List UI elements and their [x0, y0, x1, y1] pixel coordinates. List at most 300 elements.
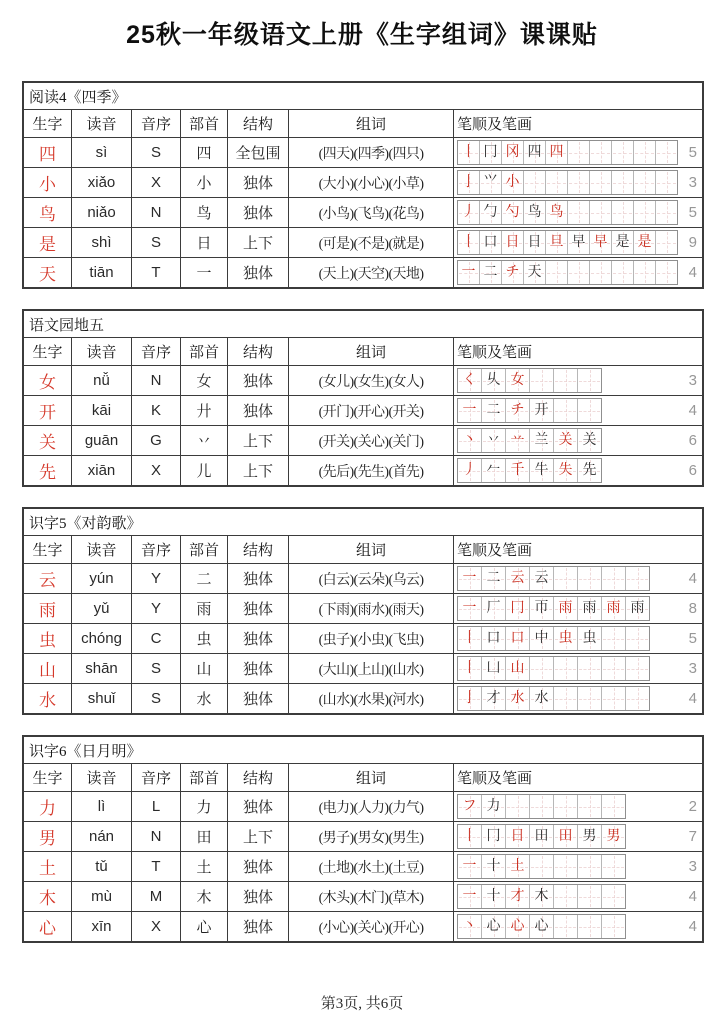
char-cell: 力	[24, 792, 72, 821]
words-cell: (下雨)(雨水)(雨天)	[289, 594, 454, 623]
words-cell: (女儿)(女生)(女人)	[289, 366, 454, 395]
char-cell: 关	[24, 426, 72, 455]
initial-cell: Y	[132, 564, 181, 593]
stroke-step-glyph: 虫	[582, 630, 597, 646]
structure-cell: 上下	[228, 822, 289, 851]
section-title: 语文园地五	[24, 311, 702, 338]
pinyin-cell: tiān	[72, 258, 132, 287]
stroke-grid-square	[602, 885, 625, 908]
stroke-grid-square	[578, 657, 602, 680]
stroke-grid-square	[554, 885, 578, 908]
stroke-grid-square	[480, 141, 502, 164]
stroke-practice-grid	[457, 230, 678, 255]
stroke-order-cell	[454, 564, 702, 593]
stroke-step-glyph: 凵	[486, 660, 501, 676]
stroke-practice-grid	[457, 368, 602, 393]
stroke-grid-square	[506, 825, 530, 848]
stroke-practice-grid	[457, 140, 678, 165]
stroke-practice-grid	[457, 884, 626, 909]
words-cell: (木头)(木门)(草木)	[289, 882, 454, 911]
stroke-step-glyph: 兰	[534, 432, 549, 448]
stroke-step-glyph: 田	[534, 828, 549, 844]
stroke-grid-square	[458, 567, 482, 590]
stroke-step-glyph: 虫	[558, 630, 573, 646]
stroke-grid-square	[554, 687, 578, 710]
stroke-step-glyph: 山	[510, 660, 525, 676]
stroke-practice-grid	[457, 914, 626, 939]
structure-cell: 独体	[228, 684, 289, 713]
stroke-step-glyph: 厂	[486, 600, 501, 616]
stroke-grid-square	[546, 201, 568, 224]
stroke-step-glyph: 先	[582, 462, 597, 478]
words-cell: (大小)(小心)(小草)	[289, 168, 454, 197]
structure-cell: 独体	[228, 366, 289, 395]
stroke-count: 5	[688, 144, 697, 161]
stroke-step-glyph: 雨	[630, 600, 645, 616]
stroke-grid-square	[482, 855, 506, 878]
stroke-grid-square	[480, 171, 502, 194]
structure-cell: 独体	[228, 198, 289, 227]
stroke-grid-square	[578, 687, 602, 710]
stroke-grid-square	[458, 429, 482, 452]
stroke-step-glyph: チ	[505, 264, 520, 280]
stroke-grid-square	[634, 141, 656, 164]
stroke-step-glyph: 男	[582, 828, 597, 844]
char-cell: 雨	[24, 594, 72, 623]
radical-cell: 力	[181, 792, 228, 821]
stroke-step-glyph: 才	[486, 690, 501, 706]
stroke-grid-square	[482, 885, 506, 908]
table-row	[24, 396, 702, 426]
stroke-grid-square	[482, 825, 506, 848]
structure-cell: 独体	[228, 624, 289, 653]
stroke-order-cell	[454, 624, 702, 653]
initial-cell: S	[132, 228, 181, 257]
stroke-step-glyph: 中	[534, 630, 549, 646]
structure-column-header: 结构	[228, 110, 289, 137]
stroke-step-glyph: 四	[549, 144, 564, 160]
stroke-order-cell	[454, 456, 702, 485]
stroke-grid-square	[554, 459, 578, 482]
char-cell: 水	[24, 684, 72, 713]
radical-cell: 水	[181, 684, 228, 713]
stroke-grid-square	[458, 201, 480, 224]
structure-cell: 上下	[228, 228, 289, 257]
stroke-step-glyph: 日	[527, 234, 542, 250]
stroke-order-cell	[454, 366, 702, 395]
radical-column-header: 部首	[181, 764, 228, 791]
stroke-count: 7	[688, 828, 697, 845]
words-cell: (开关)(关心)(关门)	[289, 426, 454, 455]
initial-cell: T	[132, 258, 181, 287]
stroke-grid-square	[530, 795, 554, 818]
stroke-grid-square	[568, 141, 590, 164]
initial-cell: X	[132, 912, 181, 941]
words-cell: (大山)(上山)(山水)	[289, 654, 454, 683]
stroke-grid-square	[506, 399, 530, 422]
stroke-grid-square	[626, 657, 649, 680]
char-cell: 土	[24, 852, 72, 881]
stroke-grid-square	[530, 657, 554, 680]
stroke-step-glyph: 是	[637, 234, 652, 250]
stroke-count: 3	[688, 372, 697, 389]
stroke-grid-square	[554, 915, 578, 938]
stroke-grid-square	[554, 657, 578, 680]
stroke-step-glyph: 关	[582, 432, 597, 448]
pinyin-cell: tǔ	[72, 852, 132, 881]
words-cell: (四天)(四季)(四只)	[289, 138, 454, 167]
radical-cell: 心	[181, 912, 228, 941]
stroke-grid-square	[480, 261, 502, 284]
structure-cell: 独体	[228, 792, 289, 821]
stroke-practice-grid	[457, 428, 602, 453]
stroke-grid-square	[458, 687, 482, 710]
stroke-grid-square	[530, 687, 554, 710]
stroke-grid-square	[482, 429, 506, 452]
stroke-step-glyph: 勺	[505, 204, 520, 220]
stroke-grid-square	[530, 627, 554, 650]
stroke-count: 2	[688, 798, 697, 815]
table-row	[24, 912, 702, 941]
stroke-step-glyph: 水	[510, 690, 525, 706]
stroke-step-glyph: 一	[462, 888, 477, 904]
pinyin-cell: sì	[72, 138, 132, 167]
char-cell: 山	[24, 654, 72, 683]
table-row	[24, 624, 702, 654]
stroke-grid-square	[554, 567, 578, 590]
stroke-count: 5	[688, 204, 697, 221]
stroke-step-glyph: 丷	[486, 432, 501, 448]
stroke-count: 3	[688, 858, 697, 875]
stroke-grid-square	[524, 201, 546, 224]
stroke-grid-square	[554, 627, 578, 650]
stroke-grid-square	[656, 201, 677, 224]
stroke-grid-square	[524, 171, 546, 194]
initial-cell: T	[132, 852, 181, 881]
stroke-grid-square	[502, 231, 524, 254]
strokes-column-header: 笔顺及笔画	[457, 117, 533, 133]
stroke-grid-square	[578, 429, 601, 452]
stroke-grid-square	[530, 459, 554, 482]
stroke-step-glyph: 雨	[582, 600, 597, 616]
stroke-step-glyph: 帀	[534, 600, 549, 616]
stroke-grid-square	[506, 885, 530, 908]
pinyin-cell: nǚ	[72, 366, 132, 395]
stroke-count: 4	[688, 918, 697, 935]
stroke-step-glyph: 十	[486, 888, 501, 904]
char-column-header: 生字	[24, 110, 72, 137]
stroke-step-glyph: ⺍	[483, 174, 498, 190]
stroke-step-glyph: 丨	[462, 828, 477, 844]
initial-column-header: 音序	[132, 536, 181, 563]
stroke-grid-square	[502, 171, 524, 194]
stroke-grid-square	[530, 597, 554, 620]
char-cell: 男	[24, 822, 72, 851]
stroke-grid-square	[602, 915, 625, 938]
stroke-grid-square	[578, 885, 602, 908]
stroke-step-glyph: 鸟	[527, 204, 542, 220]
radical-cell: 四	[181, 138, 228, 167]
table-header-row	[24, 536, 702, 564]
stroke-grid-square	[602, 687, 626, 710]
stroke-grid-square	[480, 231, 502, 254]
words-cell: (开门)(开心)(开关)	[289, 396, 454, 425]
stroke-grid-square	[590, 171, 612, 194]
pinyin-cell: xiān	[72, 456, 132, 485]
stroke-grid-square	[482, 597, 506, 620]
stroke-grid-square	[506, 369, 530, 392]
pinyin-cell: shuǐ	[72, 684, 132, 713]
stroke-grid-square	[506, 915, 530, 938]
stroke-grid-square	[634, 201, 656, 224]
stroke-step-glyph: 口	[486, 630, 501, 646]
table-row	[24, 882, 702, 912]
stroke-practice-grid	[457, 686, 650, 711]
structure-cell: 上下	[228, 426, 289, 455]
stroke-grid-square	[506, 795, 530, 818]
pinyin-column-header: 读音	[72, 764, 132, 791]
words-cell: (山水)(水果)(河水)	[289, 684, 454, 713]
stroke-step-glyph: 勹	[483, 204, 498, 220]
stroke-grid-square	[590, 201, 612, 224]
stroke-grid-square	[502, 261, 524, 284]
table-header-row	[24, 338, 702, 366]
structure-cell: 独体	[228, 258, 289, 287]
radical-cell: 二	[181, 564, 228, 593]
stroke-count: 4	[688, 690, 697, 707]
stroke-grid-square	[578, 459, 601, 482]
stroke-step-glyph: 土	[510, 858, 525, 874]
stroke-step-glyph: 冈	[505, 144, 520, 160]
radical-cell: 虫	[181, 624, 228, 653]
structure-cell: 全包围	[228, 138, 289, 167]
char-cell: 天	[24, 258, 72, 287]
stroke-grid-square	[612, 231, 634, 254]
table-row	[24, 228, 702, 258]
stroke-grid-square	[524, 261, 546, 284]
stroke-grid-square	[546, 171, 568, 194]
words-cell: (先后)(先生)(首先)	[289, 456, 454, 485]
stroke-step-glyph: く	[462, 372, 477, 388]
stroke-grid-square	[482, 915, 506, 938]
stroke-grid-square	[458, 459, 482, 482]
stroke-grid-square	[568, 231, 590, 254]
stroke-step-glyph: 日	[510, 828, 525, 844]
worksheet-table	[22, 309, 704, 487]
initial-column-header: 音序	[132, 110, 181, 137]
pinyin-cell: yún	[72, 564, 132, 593]
table-row	[24, 564, 702, 594]
stroke-step-glyph: 早	[593, 234, 608, 250]
table-row	[24, 366, 702, 396]
stroke-grid-square	[482, 399, 506, 422]
table-row	[24, 258, 702, 287]
worksheet-tables	[22, 81, 704, 943]
stroke-grid-square	[506, 627, 530, 650]
stroke-grid-square	[482, 567, 506, 590]
stroke-grid-square	[506, 459, 530, 482]
stroke-grid-square	[458, 885, 482, 908]
stroke-grid-square	[506, 567, 530, 590]
stroke-grid-square	[578, 627, 602, 650]
char-column-header: 生字	[24, 338, 72, 365]
pinyin-cell: nán	[72, 822, 132, 851]
stroke-grid-square	[634, 231, 656, 254]
stroke-step-glyph: 一	[462, 858, 477, 874]
initial-cell: Y	[132, 594, 181, 623]
stroke-count: 4	[688, 888, 697, 905]
radical-cell: 丷	[181, 426, 228, 455]
initial-cell: K	[132, 396, 181, 425]
stroke-grid-square	[568, 261, 590, 284]
char-cell: 心	[24, 912, 72, 941]
stroke-practice-grid	[457, 458, 602, 483]
radical-cell: 鸟	[181, 198, 228, 227]
stroke-grid-square	[656, 231, 677, 254]
stroke-grid-square	[612, 171, 634, 194]
stroke-grid-square	[656, 261, 677, 284]
structure-cell: 独体	[228, 912, 289, 941]
stroke-grid-square	[458, 627, 482, 650]
stroke-grid-square	[612, 141, 634, 164]
table-header-row	[24, 110, 702, 138]
page-title: 25秋一年级语文上册《生字组词》课课贴	[126, 21, 598, 49]
stroke-grid-square	[578, 825, 602, 848]
stroke-step-glyph: 云	[510, 570, 525, 586]
strokes-column-header: 笔顺及笔画	[457, 345, 533, 361]
words-cell: (男子)(男女)(男生)	[289, 822, 454, 851]
stroke-grid-square	[578, 399, 601, 422]
stroke-step-glyph: 丿	[462, 462, 477, 478]
stroke-practice-grid	[457, 260, 678, 285]
stroke-grid-square	[602, 657, 626, 680]
stroke-practice-grid	[457, 398, 602, 423]
stroke-practice-grid	[457, 824, 626, 849]
stroke-grid-square	[602, 627, 626, 650]
stroke-order-cell	[454, 594, 702, 623]
stroke-grid-square	[626, 687, 649, 710]
stroke-step-glyph: 丨	[462, 660, 477, 676]
section-title: 识字6《日月明》	[24, 737, 702, 764]
stroke-step-glyph: 天	[527, 264, 542, 280]
stroke-grid-square	[506, 597, 530, 620]
stroke-grid-square	[554, 597, 578, 620]
pinyin-cell: shān	[72, 654, 132, 683]
words-cell: (可是)(不是)(就是)	[289, 228, 454, 257]
stroke-grid-square	[458, 171, 480, 194]
stroke-count: 9	[688, 234, 697, 251]
stroke-count: 3	[688, 660, 697, 677]
stroke-step-glyph: 亅	[461, 174, 476, 190]
char-cell: 女	[24, 366, 72, 395]
structure-cell: 上下	[228, 456, 289, 485]
stroke-grid-square	[530, 399, 554, 422]
initial-cell: X	[132, 168, 181, 197]
stroke-grid-square	[530, 855, 554, 878]
stroke-grid-square	[546, 141, 568, 164]
stroke-grid-square	[530, 885, 554, 908]
table-row	[24, 654, 702, 684]
stroke-grid-square	[578, 567, 602, 590]
stroke-step-glyph: 力	[486, 798, 501, 814]
stroke-grid-square	[530, 567, 554, 590]
stroke-grid-square	[506, 429, 530, 452]
stroke-step-glyph: 失	[558, 462, 573, 478]
words-column-header: 组词	[289, 764, 454, 791]
stroke-count: 8	[688, 600, 697, 617]
stroke-count: 5	[688, 630, 697, 647]
initial-column-header: 音序	[132, 764, 181, 791]
stroke-grid-square	[626, 627, 649, 650]
initial-cell: N	[132, 366, 181, 395]
stroke-grid-square	[626, 567, 649, 590]
pinyin-column-header: 读音	[72, 110, 132, 137]
radical-cell: 儿	[181, 456, 228, 485]
stroke-step-glyph: フ	[462, 798, 477, 814]
stroke-grid-square	[458, 825, 482, 848]
structure-cell: 独体	[228, 882, 289, 911]
stroke-grid-square	[602, 795, 625, 818]
structure-column-header: 结构	[228, 764, 289, 791]
char-cell: 先	[24, 456, 72, 485]
char-cell: 小	[24, 168, 72, 197]
strokes-column-header: 笔顺及笔画	[457, 543, 533, 559]
radical-column-header: 部首	[181, 110, 228, 137]
words-column-header: 组词	[289, 536, 454, 563]
radical-cell: 小	[181, 168, 228, 197]
char-cell: 是	[24, 228, 72, 257]
words-column-header: 组词	[289, 110, 454, 137]
stroke-grid-square	[612, 261, 634, 284]
stroke-step-glyph: 二	[486, 570, 501, 586]
stroke-grid-square	[554, 399, 578, 422]
stroke-step-glyph: 旦	[549, 234, 564, 250]
stroke-grid-square	[602, 567, 626, 590]
stroke-grid-square	[458, 915, 482, 938]
stroke-step-glyph: 一	[462, 600, 477, 616]
stroke-step-glyph: 口	[510, 630, 525, 646]
stroke-grid-square	[590, 231, 612, 254]
stroke-count: 6	[688, 462, 697, 479]
stroke-step-glyph: 一	[461, 264, 476, 280]
stroke-grid-square	[502, 141, 524, 164]
stroke-order-cell	[454, 822, 702, 851]
radical-column-header: 部首	[181, 536, 228, 563]
pinyin-cell: kāi	[72, 396, 132, 425]
stroke-step-glyph: 早	[571, 234, 586, 250]
stroke-step-glyph: 二	[486, 402, 501, 418]
char-column-header: 生字	[24, 764, 72, 791]
structure-cell: 独体	[228, 396, 289, 425]
stroke-grid-square	[656, 141, 677, 164]
stroke-grid-square	[506, 657, 530, 680]
stroke-practice-grid	[457, 200, 678, 225]
table-row	[24, 594, 702, 624]
radical-cell: 山	[181, 654, 228, 683]
stroke-step-glyph: 冂	[510, 600, 525, 616]
stroke-step-glyph: 开	[534, 402, 549, 418]
stroke-grid-square	[578, 597, 602, 620]
stroke-step-glyph: 田	[558, 828, 573, 844]
stroke-grid-square	[554, 795, 578, 818]
stroke-step-glyph: 丨	[462, 630, 477, 646]
stroke-grid-square	[480, 201, 502, 224]
stroke-grid-square	[578, 369, 601, 392]
stroke-grid-square	[530, 825, 554, 848]
worksheet-table	[22, 81, 704, 289]
stroke-step-glyph: 才	[510, 888, 525, 904]
table-row	[24, 822, 702, 852]
